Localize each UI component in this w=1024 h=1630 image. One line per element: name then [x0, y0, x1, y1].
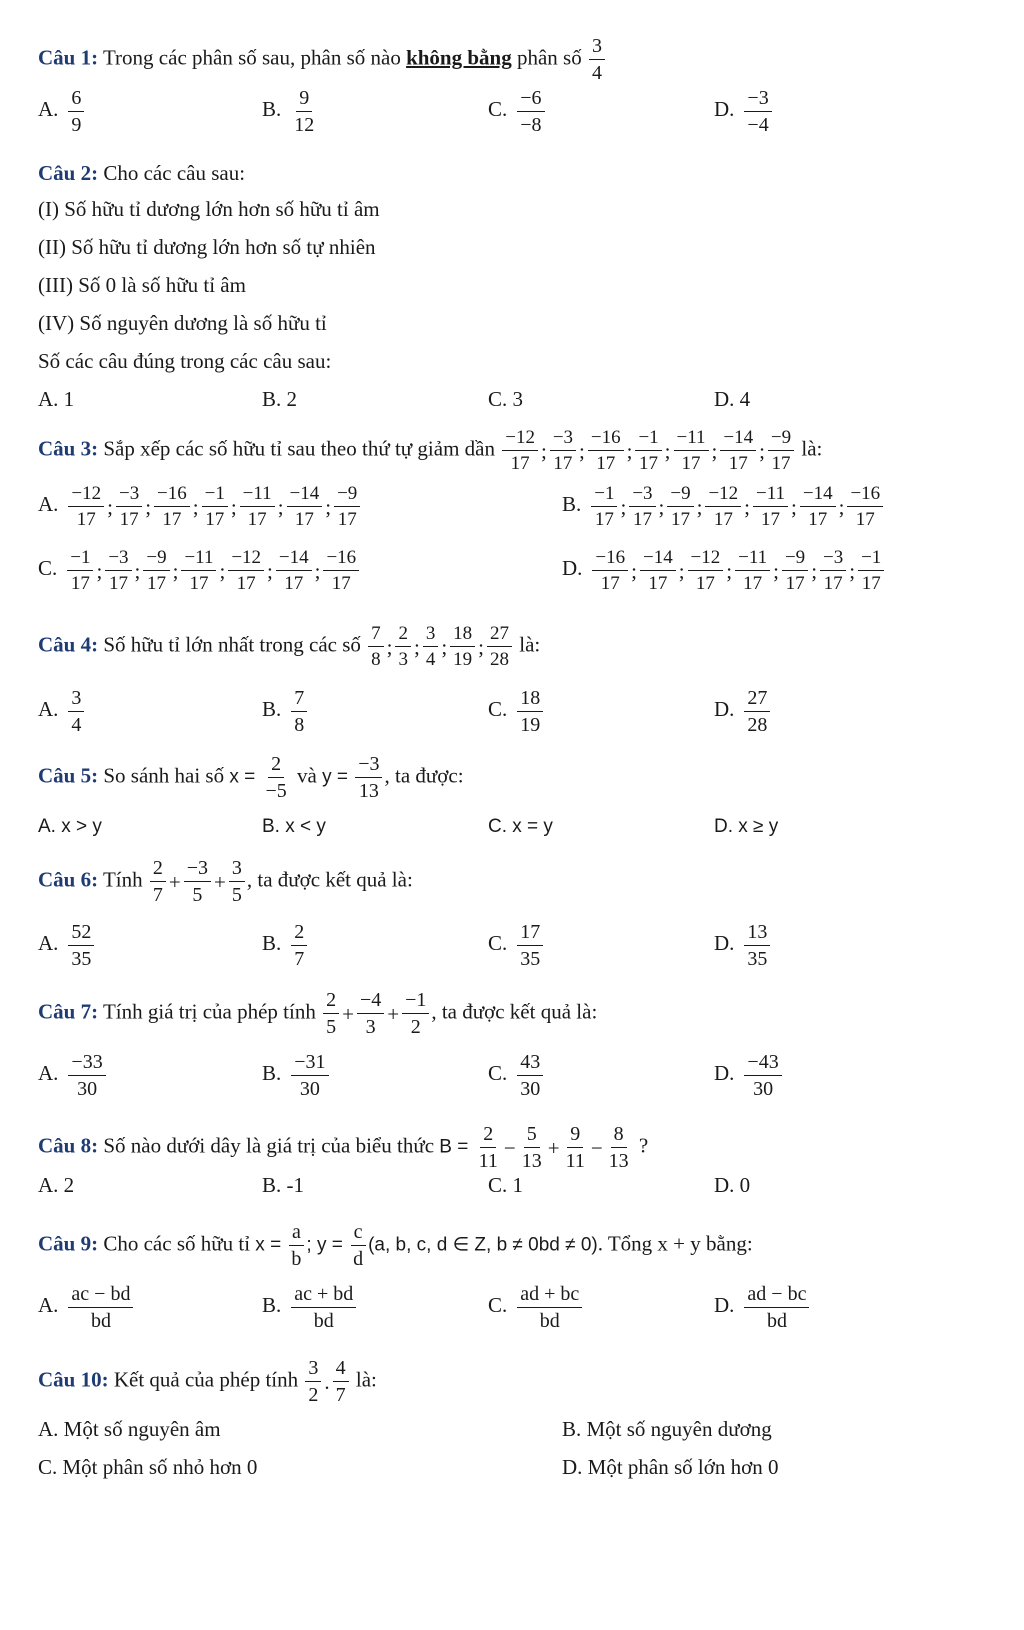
fraction: $\frac{-9}{17}$	[143, 548, 169, 593]
question-text-after: , ta được kết quả là:	[246, 867, 413, 892]
fraction: $\frac{-9}{17}$	[782, 548, 808, 593]
separator: ;	[172, 558, 179, 583]
option-d[interactable]: D. x ≥ y	[714, 816, 779, 837]
option-a[interactable]: A. $\frac{6}{9}$	[38, 88, 86, 135]
fraction: $\frac{-1}{17}$	[858, 548, 884, 593]
option-a[interactable]: A. Một số nguyên âm	[38, 1417, 221, 1441]
fraction: $\frac{-14}{17}$	[720, 428, 756, 473]
separator: ;	[134, 558, 141, 583]
option-a[interactable]: A. x > y	[38, 816, 102, 837]
option-b[interactable]: B. Một số nguyên dương	[562, 1417, 772, 1441]
separator: ;	[314, 558, 321, 583]
question-label: Câu 4:	[38, 632, 99, 657]
fraction: $\frac{-9}{17}$	[768, 428, 794, 473]
fraction: $\frac{4}{7}$	[333, 1358, 349, 1405]
separator: ;	[726, 558, 733, 583]
fraction: $\frac{-14}{17}$	[800, 484, 836, 529]
question-text: Sắp xếp các số hữu tỉ sau theo thứ tự giảm dần	[103, 436, 495, 461]
operator: +	[387, 1001, 400, 1026]
option-c[interactable]: C. $\frac{-1}{17}$ ; $\frac{-3}{17}$ ; $\frac{-9}{17}$ ; $\frac{-11}{17}$ ; $\frac{-12}{17}$ ; $\frac{-14}{17}$ ; $\frac{-16}{17}$	[38, 548, 361, 593]
fraction: $\frac{-3}{13}$	[355, 754, 382, 801]
question-label: Câu 5:	[38, 763, 99, 788]
separator: ;	[664, 438, 671, 463]
separator: ;	[773, 558, 779, 583]
option-b[interactable]: B. $\frac{2}{7}$	[262, 922, 309, 969]
question-4	[38, 624, 540, 669]
fraction: $\frac{-14}{17}$	[640, 548, 676, 593]
statement-4: (IV) Số nguyên dương là số hữu tỉ	[38, 311, 327, 335]
option-a[interactable]: A. $\frac{3}{4}$	[38, 688, 86, 735]
fraction: $\frac{9}{11}$	[565, 1123, 585, 1172]
option-b[interactable]: B. -1	[262, 1173, 304, 1197]
operator: .	[324, 1369, 330, 1394]
question-label: Câu 2:	[38, 161, 99, 185]
separator: ;	[658, 494, 665, 519]
fraction: $\frac{c}{d}$	[350, 1222, 366, 1269]
fraction: $\frac{-16}{17}$	[588, 428, 624, 473]
fraction: $\frac{-11}{17}$	[181, 548, 216, 593]
question-text-after: , ta được:	[384, 763, 464, 788]
option-c[interactable]: C. x = y	[488, 816, 553, 837]
option-a[interactable]: A. $\frac{ac - bd}{bd}$	[38, 1284, 135, 1331]
question-text-after: . Tổng x + y bằng:	[597, 1231, 753, 1256]
option-a[interactable]: A. 1	[38, 387, 75, 411]
fraction: $\frac{2}{5}$	[323, 990, 339, 1037]
question-label: Câu 10:	[38, 1367, 109, 1392]
condition: (a, b, c, d ∈ Z, b ≠ 0bd ≠ 0)	[368, 1234, 598, 1256]
separator: ;	[540, 438, 547, 463]
separator: ;	[219, 558, 226, 583]
option-d[interactable]: D. $\frac{13}{35}$	[714, 922, 772, 969]
separator: ;	[230, 494, 237, 519]
option-c[interactable]: C. Một phân số nhỏ hơn 0	[38, 1455, 258, 1479]
separator: ;	[849, 558, 856, 583]
question-label: Câu 9:	[38, 1231, 99, 1256]
fraction: $\frac{2}{-5}$	[265, 753, 287, 802]
question-text: Cho các câu sau:	[103, 161, 246, 185]
variable-b: B =	[439, 1136, 469, 1158]
option-a[interactable]: A. $\frac{52}{35}$	[38, 922, 96, 969]
question-text-after: phân số	[516, 45, 582, 70]
fraction: $\frac{8}{13}$	[608, 1123, 629, 1172]
separator: ;	[620, 494, 627, 519]
option-d[interactable]: D. $\frac{ad - bc}{bd}$	[714, 1284, 811, 1331]
question-label: Câu 7:	[38, 999, 99, 1024]
fraction: $\frac{-12}{17}$	[688, 548, 724, 593]
question-label: Câu 8:	[38, 1133, 99, 1158]
separator: ;	[791, 494, 797, 519]
option-c[interactable]: C. $\frac{43}{30}$	[488, 1052, 545, 1099]
fraction: $\frac{-3}{17}$	[105, 548, 131, 593]
separator: ;	[626, 438, 633, 463]
option-b[interactable]: B. $\frac{7}{8}$	[262, 688, 309, 735]
fraction: $\frac{18}{19}$	[450, 624, 475, 669]
fraction: $\frac{-1}{17}$	[67, 548, 93, 593]
operator: −	[503, 1135, 516, 1160]
separator: ;	[96, 558, 103, 583]
option-c[interactable]: C. $\frac{ad + bc}{bd}$	[488, 1284, 584, 1331]
option-c[interactable]: C. $\frac{18}{19}$	[488, 688, 545, 735]
separator: ;	[838, 494, 845, 519]
fraction-list	[366, 623, 514, 670]
separator: ;	[413, 634, 420, 659]
variable-y: ; y =	[306, 1234, 343, 1256]
fraction: $\frac{-1}{17}$	[591, 484, 617, 529]
fraction: $\frac{27}{28}$	[487, 624, 512, 669]
option-c[interactable]: C. $\frac{-6}{-8}$	[488, 88, 547, 135]
fraction: $\frac{-3}{17}$	[550, 428, 576, 473]
separator: ;	[277, 494, 284, 519]
option-d[interactable]: D. $\frac{27}{28}$	[714, 688, 772, 735]
option-a[interactable]: A. 2	[38, 1173, 75, 1197]
separator: ;	[631, 558, 637, 583]
question-9	[38, 1222, 753, 1269]
variable-y: y =	[322, 766, 348, 788]
separator: ;	[744, 494, 751, 519]
option-b[interactable]: B. x < y	[262, 816, 326, 837]
fraction: $\frac{2}{11}$	[478, 1123, 498, 1172]
separator: ;	[696, 494, 703, 519]
question-label: Câu 3:	[38, 436, 99, 461]
question-8	[38, 1124, 648, 1171]
question-text-after: là:	[801, 436, 823, 461]
question-10	[38, 1358, 377, 1405]
fraction-list	[500, 427, 796, 474]
question-6	[38, 858, 413, 905]
fraction: $\frac{-14}{17}$	[276, 548, 312, 593]
fraction: $\frac{-12}{17}$	[68, 484, 104, 529]
separator: ;	[107, 494, 113, 519]
question-7	[38, 990, 597, 1037]
question-text: So sánh hai số	[103, 763, 225, 788]
option-d[interactable]: D. Một phân số lớn hơn 0	[562, 1455, 779, 1479]
question-text: Tính	[102, 867, 143, 892]
fraction: $\frac{-1}{17}$	[635, 428, 661, 473]
fraction: $\frac{a}{b}$	[288, 1222, 304, 1269]
option-b[interactable]: B. $\frac{-1}{17}$ ; $\frac{-3}{17}$ ; $\frac{-9}{17}$ ; $\frac{-12}{17}$ ; $\frac{-11}{17}$ ; $\frac{-14}{17}$ ; $\frac{-16}{17}$	[562, 484, 885, 529]
fraction: $\frac{3}{5}$	[229, 858, 245, 905]
option-b[interactable]: B. $\frac{-31}{30}$	[262, 1052, 331, 1099]
fraction: $\frac{-9}{17}$	[667, 484, 693, 529]
question-2	[38, 160, 245, 186]
option-d[interactable]: D. 4	[714, 387, 751, 411]
fraction: $\frac{-3}{17}$	[116, 484, 142, 529]
fraction: $\frac{-11}{17}$	[674, 428, 709, 473]
variable-x: x =	[229, 766, 256, 788]
fraction: $\frac{-16}{17}$	[847, 484, 883, 529]
fraction: $\frac{-12}{17}$	[228, 548, 264, 593]
separator: ;	[478, 634, 485, 659]
fraction: $\frac{-16}{17}$	[592, 548, 628, 593]
question-label: Câu 1:	[38, 45, 99, 70]
fraction: $\frac{-11}{17}$	[735, 548, 770, 593]
option-d[interactable]: D. 0	[714, 1173, 751, 1197]
fraction: $\frac{5}{13}$	[521, 1123, 542, 1172]
operator: +	[342, 1001, 354, 1026]
question-1	[38, 36, 607, 83]
variable-x: x =	[255, 1234, 282, 1256]
fraction: $\frac{3}{4}$	[423, 624, 439, 669]
separator: ;	[145, 494, 152, 519]
separator: ;	[386, 634, 393, 659]
fraction: $\frac{3}{4}$	[589, 36, 605, 83]
operator: −	[590, 1135, 603, 1160]
fraction: $\frac{-12}{17}$	[705, 484, 741, 529]
question-text-after: là:	[355, 1367, 377, 1392]
question-text: Tính giá trị của phép tính	[102, 999, 316, 1024]
emphasis-text: không bằng	[406, 45, 512, 70]
option-c[interactable]: C. $\frac{17}{35}$	[488, 922, 545, 969]
separator: ;	[759, 438, 765, 463]
fraction: $\frac{-16}{17}$	[323, 548, 359, 593]
option-c[interactable]: C. 3	[488, 387, 524, 411]
separator: ;	[441, 634, 448, 659]
separator: ;	[267, 558, 273, 583]
fraction: $\frac{-11}{17}$	[753, 484, 788, 529]
fraction: $\frac{7}{8}$	[368, 624, 384, 669]
separator: ;	[579, 438, 585, 463]
fraction: $\frac{-14}{17}$	[287, 484, 323, 529]
question-text: Kết quả của phép tính	[113, 1367, 299, 1392]
option-a[interactable]: A. $\frac{-33}{30}$	[38, 1052, 108, 1099]
option-c[interactable]: C. 1	[488, 1173, 524, 1197]
fraction: $\frac{-3}{17}$	[820, 548, 846, 593]
option-d[interactable]: D. $\frac{-3}{-4}$	[714, 88, 774, 135]
fraction: $\frac{2}{3}$	[395, 624, 411, 669]
option-a[interactable]: A. $\frac{-12}{17}$ ; $\frac{-3}{17}$ ; $\frac{-16}{17}$ ; $\frac{-1}{17}$ ; $\frac{-11}{17}$ ; $\frac{-14}{17}$ ; $\frac{-9}{17}$	[38, 484, 362, 529]
question-mark: ?	[638, 1133, 649, 1158]
statement-1: (I) Số hữu tỉ dương lớn hơn số hữu tỉ âm	[38, 197, 380, 221]
question-text: Số hữu tỉ lớn nhất trong các số	[103, 632, 361, 657]
sub-question: Số các câu đúng trong các câu sau:	[38, 349, 332, 373]
option-b[interactable]: B. $\frac{9}{12}$	[262, 87, 315, 136]
statement-3: (III) Số 0 là số hữu tỉ âm	[38, 273, 246, 297]
option-d[interactable]: D. $\frac{-16}{17}$ ; $\frac{-14}{17}$ ; $\frac{-12}{17}$ ; $\frac{-11}{17}$ ; $\frac{-9}{17}$ ; $\frac{-3}{17}$ ; $\frac{-1}{17}$	[562, 548, 886, 593]
question-text: Cho các số hữu tỉ	[103, 1231, 251, 1256]
operator: +	[214, 869, 226, 894]
fraction: $\frac{-3}{17}$	[629, 484, 655, 529]
option-d[interactable]: D. $\frac{-43}{30}$	[714, 1052, 784, 1099]
question-5	[38, 754, 464, 801]
question-text: Số nào dưới dây là giá trị của biểu thức	[103, 1133, 435, 1158]
fraction: $\frac{-1}{2}$	[402, 990, 429, 1037]
question-label: Câu 6:	[38, 867, 99, 892]
fraction: $\frac{-3}{5}$	[184, 858, 211, 905]
fraction: $\frac{3}{2}$	[305, 1358, 321, 1405]
separator: ;	[325, 494, 332, 519]
fraction: $\frac{-16}{17}$	[154, 484, 190, 529]
question-text-after: là:	[519, 632, 541, 657]
option-b[interactable]: B. 2	[262, 387, 298, 411]
fraction: $\frac{-9}{17}$	[334, 484, 360, 529]
question-text: Trong các phân số sau, phân số nào	[102, 45, 401, 70]
separator: ;	[711, 438, 718, 463]
conjunction: và	[297, 763, 317, 788]
separator: ;	[678, 558, 685, 583]
operator: +	[547, 1135, 560, 1160]
question-text-after: , ta được kết quả là:	[431, 999, 598, 1024]
operator: +	[168, 869, 181, 894]
separator: ;	[192, 494, 199, 519]
fraction: $\frac{-11}{17}$	[240, 484, 275, 529]
question-3	[38, 428, 822, 473]
statement-2: (II) Số hữu tỉ dương lớn hơn số tự nhiên	[38, 235, 376, 259]
fraction: $\frac{-12}{17}$	[502, 428, 538, 473]
fraction: $\frac{-1}{17}$	[202, 484, 228, 529]
separator: ;	[811, 558, 818, 583]
fraction: $\frac{-4}{3}$	[357, 990, 384, 1037]
option-b[interactable]: B. $\frac{ac + bd}{bd}$	[262, 1284, 358, 1331]
fraction: $\frac{2}{7}$	[150, 858, 166, 905]
